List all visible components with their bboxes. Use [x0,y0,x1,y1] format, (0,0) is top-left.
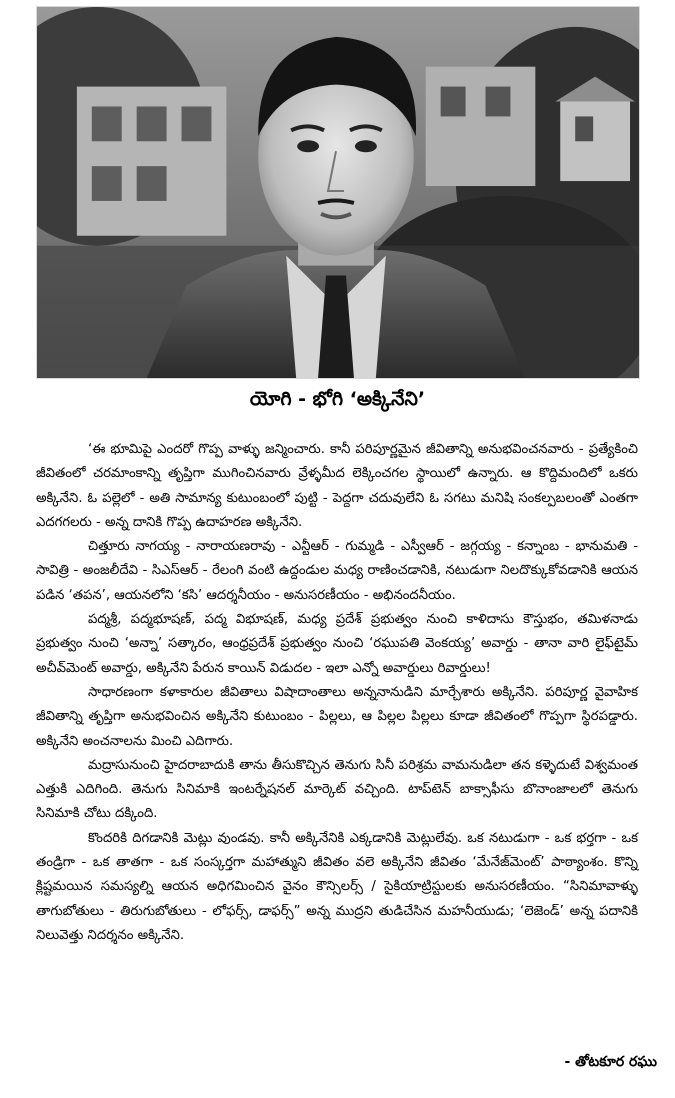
paragraph: కొందరికి దిగడానికి మెట్లు వుండవు. కానీ అక్కినేనికి ఎక్కడానికి మెట్లులేవు. ఒక నటుడుగా - ఒక భర్తగా - ఒక తండ్రిగా - ఒక తాతగా - ఒక సంస్కర్తగా మహాత్ముని జీవితం వలె అక్కినేని జీవితం ‘మేనేజ్‌మెంట్’ పాఠ్యాంశం. కొన్ని క్లిష్టమయిన సమస్యల్ని ఆయన అధిగమించిన వైనం కౌన్సిలర్స్ / సైకియాట్రిస్టులకు అనుసరణీయం. “సినిమావాళ్ళు తాగుబోతులు - తిరుగుబోతులు - లోఫర్స్, డాఫర్స్” అన్న ముద్రని తుడిచేసిన మహనీయుడు; ‘లెజెండ్’ అన్న పదానికి నిలువెత్తు నిదర్శనం అక్కినేని. [36,830,638,943]
article-title: యోగి - భోగి ‘అక్కినేని’ [249,388,426,410]
portrait-photo [36,6,640,379]
paragraph: పద్మశ్రీ, పద్మభూషణ్, పద్మ విభూషణ్, మధ్య ప్రదేశ్ ప్రభుత్వం నుంచి కాళిదాసు కౌస్తుభం, తమిళనాడు ప్రభుత్వం నుంచి ‘అన్నా’ సత్కారం, ఆంధ్రప్రదేశ్ ప్రభుత్వం నుంచి ‘రఘుపతి వెంకయ్య’ అవార్డు - తానా వారి లైఫ్‌టైమ్ అచీవ్‌మెంట్ అవార్డు, అక్కినేని పేరున కాయిన్ విడుదల - ఇలా ఎన్నో అవార్డులు రివార్డులు! [36,612,638,676]
portrait-photo-icon [37,7,639,378]
paragraph: సాధారణంగా కళాకారుల జీవితాలు విషాదాంతాలు అన్ననానుడిని మార్చేశారు అక్కినేని. పరిపూర్ణ వైవాహిక జీవితాన్ని తృప్తిగా అనుభవించిన అక్కినేని కుటుంబం - పిల్లలు, ఆ పిల్లల పిల్లలు కూడా జీవితంలో గొప్పగా స్థిరపడ్డారు. అక్కినేని అంచనాలను మించి ఎదిగారు. [36,684,638,749]
paragraph: మద్రాసునుంచి హైదరాబాదుకి తాను తీసుకొచ్చిన తెనుగు సినీ పరిశ్రమ వామనుడిలా తన కళ్ళెదుటే విశ్వమంత ఎత్తుకి ఎదిగింది. తెనుగు సినిమాకి ఇంటర్నేషనల్ మార్కెట్ వచ్చింది. టాప్‌టెన్ బాక్సాఫీసు బొనాంజాలలో తెనుగు సినిమాకి చోటు దక్కింది. [36,757,638,822]
paragraph: చిత్తూరు నాగయ్య - నారాయణరావు - ఎన్టీఆర్ - గుమ్మడి - ఎస్వీఆర్ - జగ్గయ్య - కన్నాంబ - భానుమతి - సావిత్రి - అంజలీదేవి - సిఎస్ఆర్ - రేలంగి వంటి ఉద్దండుల మధ్య రాణించడానికి, నటుడుగా నిలదొక్కుకోవడానికి ఆయన పడిన ‘తపన’, ఆయనలోని ‘కసి’ ఆదర్శనీయం - అనుసరణీయం - అభినందనీయం. [36,539,638,603]
article-body [36,438,638,948]
paragraph: ‘ఈ భూమిపై ఎందరో గొప్ప వాళ్ళు జన్మించారు. కానీ పరిపూర్ణమైన జీవితాన్ని అనుభవించనవారు - ప్రత్యేకించి జీవితంలో చరమాంకాన్ని తృప్తిగా ముగించినవారు వ్రేళ్ళమీద లెక్కించగల స్థాయిలో ఉన్నారు. ఆ కొద్దిమందిలో ఒకరు అక్కినేని. ఓ పల్లెలో - అతి సామాన్య కుటుంబంలో పుట్టి - పెద్దగా చదువులేని ఓ సగటు మనిషి సంకల్పబలంతో ఎంతగా ఎదగగలరు - అన్న దానికి గొప్ప ఉదాహరణ అక్కినేని. [36,442,638,530]
author-signature: - తోటకూర రఘు [564,1054,657,1070]
